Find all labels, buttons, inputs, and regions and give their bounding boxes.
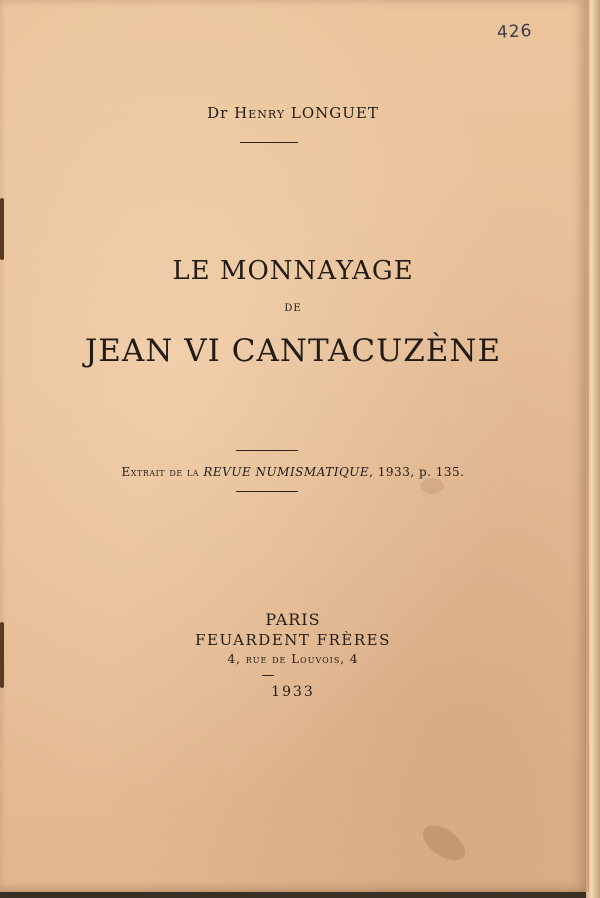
binding-stitch-top <box>0 198 4 260</box>
title-line-1: LE MONNAYAGE <box>172 256 414 286</box>
extract-details: , 1933, p. 135. <box>369 465 465 479</box>
extract-line <box>0 465 586 479</box>
imprint-year: 1933 <box>271 684 315 700</box>
divider <box>236 450 298 451</box>
author-surname: LONGUET <box>290 104 379 122</box>
paper-stain <box>420 478 444 494</box>
paper-stain <box>417 819 471 868</box>
imprint-publisher: FEUARDENT FRÈRES <box>195 631 391 649</box>
handwritten-note: 426 <box>496 21 533 43</box>
imprint-address: 4, rue de Louvois, 4 <box>227 652 359 666</box>
divider <box>262 675 274 676</box>
title-line-2: JEAN VI CANTACUZÈNE <box>84 333 502 369</box>
divider <box>236 491 298 492</box>
divider <box>240 142 298 143</box>
extract-prefix: Extrait de la <box>121 465 200 479</box>
title-connector: DE <box>284 303 302 314</box>
author-name: Henry <box>234 104 286 122</box>
author-prefix: Dr <box>207 104 229 122</box>
journal-name: REVUE NUMISMATIQUE <box>203 465 370 479</box>
author-line <box>0 104 586 122</box>
imprint-city: PARIS <box>265 610 321 629</box>
